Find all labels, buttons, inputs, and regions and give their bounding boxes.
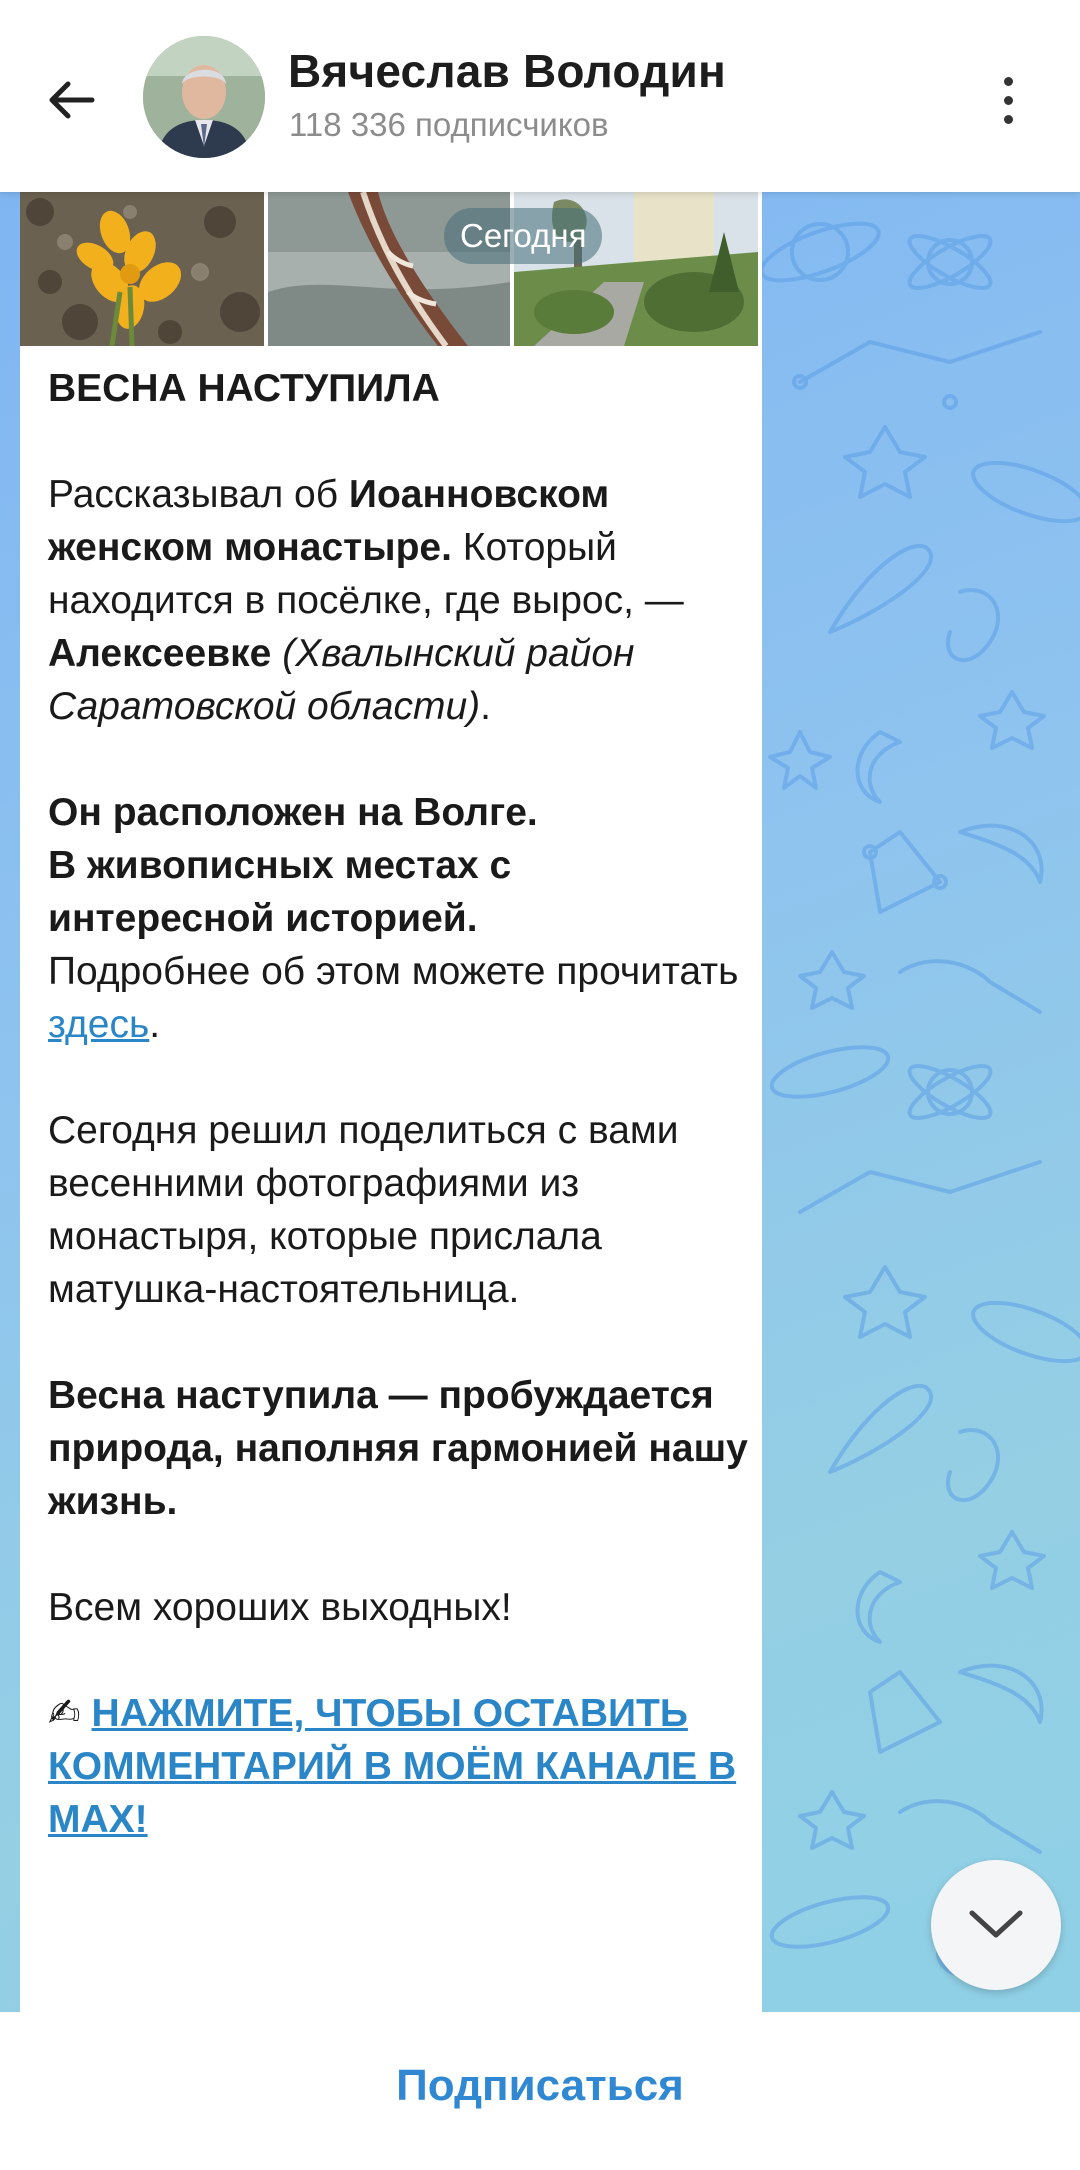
paragraph-4: Весна наступила — пробуждается природа, наполняя гармонией нашу жизнь.: [48, 1374, 748, 1523]
paragraph-5: Всем хороших выходных!: [48, 1586, 512, 1629]
comment-paragraph: [48, 1687, 748, 1846]
post-heading: ВЕСНА НАСТУПИЛА: [48, 367, 440, 410]
subscribe-button[interactable]: Подписаться: [396, 2061, 684, 2110]
crocus-image: [20, 192, 264, 346]
paragraph-2: Он расположен на Волге. В живописных местах с интересной историей. Подробнее об этом можете прочитать здесь.: [48, 791, 739, 1046]
arrow-left-icon: [48, 80, 96, 120]
paragraph-1: Рассказывал об Иоанновском женском монастыре. Который находится в посёлке, где вырос, — Алексеевке (Хвалынский район Саратовской области).: [48, 473, 684, 728]
comment-link[interactable]: НАЖМИТЕ, ЧТОБЫ ОСТАВИТЬ КОММЕНТАРИЙ В МОЁМ КАНАЛЕ В MAX!: [48, 1692, 737, 1841]
more-options-button[interactable]: [978, 58, 1038, 142]
chat-header: [0, 0, 1080, 192]
back-button[interactable]: [30, 58, 114, 142]
bottom-bar: [0, 2012, 1080, 2170]
more-vertical-icon: [1004, 77, 1013, 86]
details-link[interactable]: здесь: [48, 1003, 150, 1046]
date-chip: Сегодня: [444, 208, 602, 264]
paragraph-3: Сегодня решил поделиться с вами весенними фотографиями из монастыря, которые прислала матушка-настоятельница.: [48, 1109, 679, 1311]
message-text: [48, 362, 748, 1846]
message-bubble[interactable]: [20, 192, 762, 2012]
chevron-down-icon: [968, 1909, 1024, 1941]
photo-crocus[interactable]: [20, 192, 264, 346]
writing-hand-icon: ✍: [48, 1692, 81, 1735]
channel-title[interactable]: Вячеслав Володин: [288, 45, 726, 97]
subscriber-count: 118 336 подписчиков: [289, 106, 609, 143]
avatar-photo: [143, 36, 265, 158]
chat-area[interactable]: [0, 192, 1080, 2012]
photo-album: [20, 192, 762, 346]
scroll-down-button[interactable]: [931, 1860, 1061, 1990]
avatar[interactable]: [143, 36, 265, 158]
